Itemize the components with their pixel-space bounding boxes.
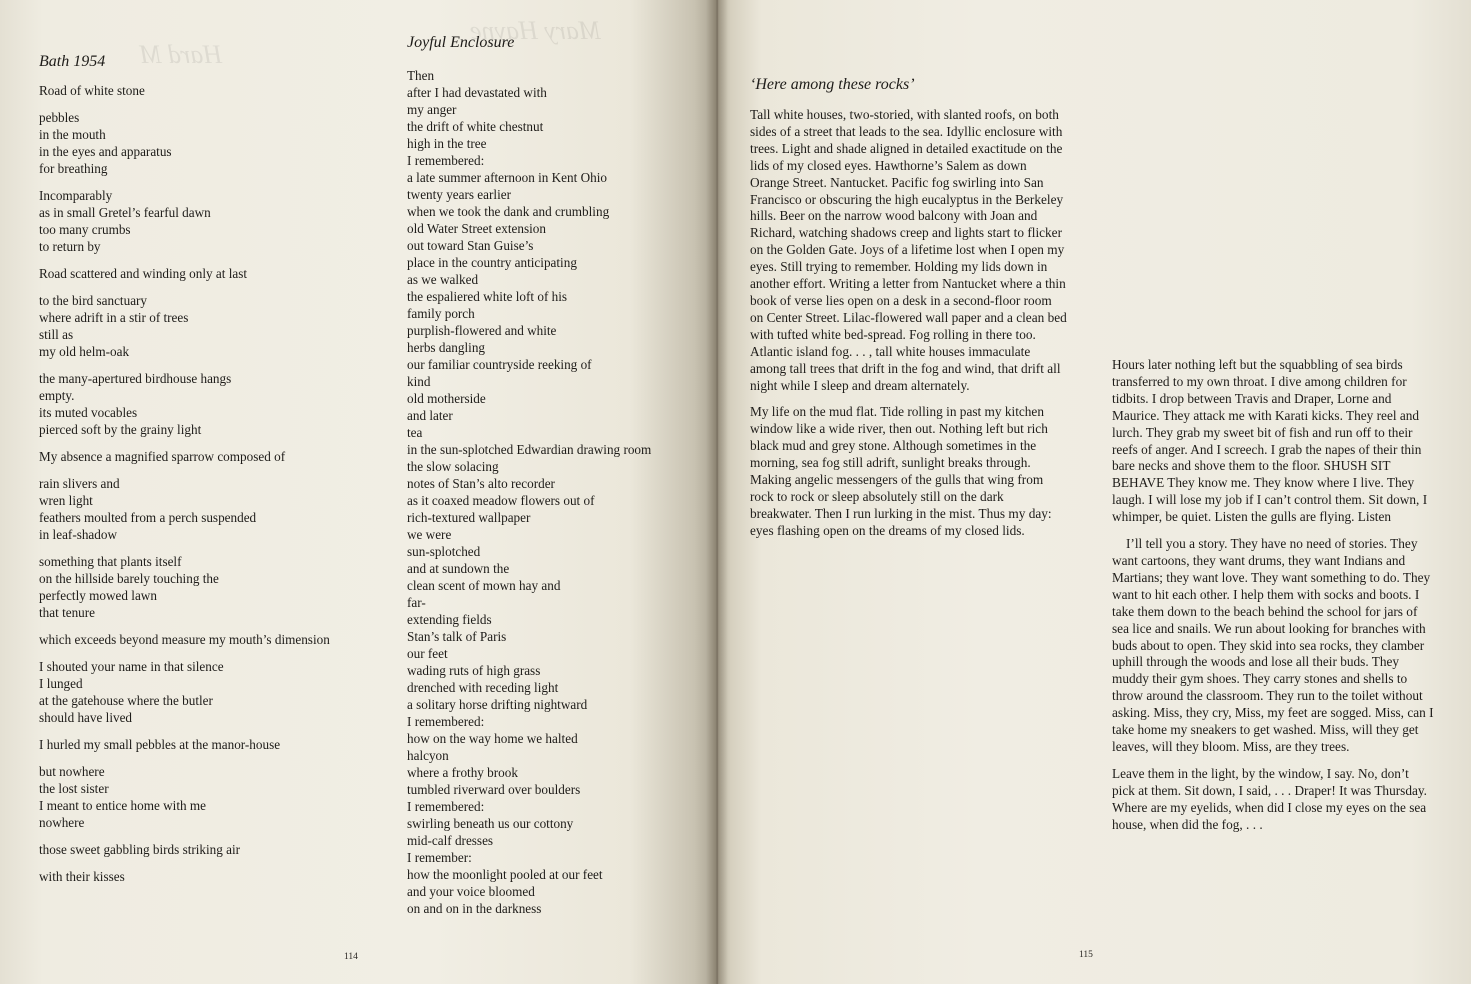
stanza bbox=[39, 553, 369, 621]
poem-line: for breathing bbox=[39, 161, 108, 176]
poem-line: the lost sister bbox=[39, 781, 109, 796]
poem-line: in leaf-shadow bbox=[39, 527, 117, 542]
poem-body bbox=[407, 67, 707, 917]
poem-line: in the mouth bbox=[39, 127, 106, 142]
poem-line: notes of Stan’s alto recorder bbox=[407, 476, 555, 491]
poem-line: I remembered: bbox=[407, 153, 485, 168]
poem-line: should have lived bbox=[39, 710, 133, 725]
poem-line: those sweet gabbling birds striking air bbox=[39, 842, 241, 857]
poem-line: Then bbox=[407, 68, 435, 83]
poem-line: to return by bbox=[39, 239, 101, 254]
section-title: ‘Here among these rocks’ bbox=[750, 76, 915, 93]
poem-line: kind bbox=[407, 374, 431, 389]
poem-line: the drift of white chestnut bbox=[407, 119, 544, 134]
stanza bbox=[39, 370, 369, 438]
poem-line: old motherside bbox=[407, 391, 486, 406]
poem-line: on the hillside barely touching the bbox=[39, 571, 219, 586]
stanza bbox=[39, 292, 369, 360]
poem-line: My absence a magnified sparrow composed of bbox=[39, 449, 286, 464]
poem-line: purplish-flowered and white bbox=[407, 323, 557, 338]
poem-line: nowhere bbox=[39, 815, 85, 830]
prose-body bbox=[750, 107, 1068, 540]
poem-line: wading ruts of high grass bbox=[407, 663, 541, 678]
stanza bbox=[39, 736, 369, 753]
poem-line: as in small Gretel’s fearful dawn bbox=[39, 205, 211, 220]
poem-line: empty. bbox=[39, 388, 75, 403]
poem-line: and your voice bloomed bbox=[407, 884, 535, 899]
prose-paragraph: Hours later nothing left but the squabbling of sea birds transferred to my own throat. I dive among children for tidbits. I drop between Travis and Draper, Lorne and Maurice. They attack me with Karati kicks. They reel and lurch. They grab my sweet bit of fish and run off to their reefs of anger. And I screech. I grab the napes of their thin bare necks and shove them to the floor. SHUSH SIT BEHAVE They know me. They know where I live. They laugh. I will lose my job if I can’t control them. Sit down, I whimper, be quiet. Listen the gulls are flying. Listen bbox=[1112, 357, 1428, 525]
poem-line: extending fields bbox=[407, 612, 492, 627]
poem-line: as it coaxed meadow flowers out of bbox=[407, 493, 595, 508]
poem-line: place in the country anticipating bbox=[407, 255, 577, 270]
poem-line: that tenure bbox=[39, 605, 96, 620]
poem-line: I remembered: bbox=[407, 799, 485, 814]
poem-title: Bath 1954 bbox=[39, 53, 106, 70]
poem-line: sun-splotched bbox=[407, 544, 481, 559]
poem-line: how on the way home we halted bbox=[407, 731, 578, 746]
poem-line: herbs dangling bbox=[407, 340, 486, 355]
poem-line: and at sundown the bbox=[407, 561, 510, 576]
poem-joyful-enclosure bbox=[407, 33, 707, 917]
stanza bbox=[39, 475, 369, 543]
poem-bath-1954 bbox=[39, 52, 369, 895]
prose-paragraph: Leave them in the light, by the window, I say. No, don’t pick at them. Sit down, I said, . . . Draper! It was Thursday. Where are my eyelids, when did I close my eyes on the sea house, when did the fog, . . . bbox=[1112, 765, 1427, 832]
poem-line: where a frothy brook bbox=[407, 765, 518, 780]
poem-line: our feet bbox=[407, 646, 448, 661]
poem-line: I shouted your name in that silence bbox=[39, 659, 224, 674]
poem-line: how the moonlight pooled at our feet bbox=[407, 867, 603, 882]
poem-line: I lunged bbox=[39, 676, 83, 691]
poem-line: the many-apertured birdhouse hangs bbox=[39, 371, 232, 386]
poem-line: swirling beneath us our cottony bbox=[407, 816, 574, 831]
poem-line: when we took the dank and crumbling bbox=[407, 204, 610, 219]
prose-column-2 bbox=[1112, 357, 1434, 843]
prose-paragraph: I’ll tell you a story. They have no need of stories. They want cartoons, they want drums, they want Indians and Martians; they want love. They want something to do. They want to hit each other. I help them with socks and boots. I take them down to the beach behind the school for jars of sea lice and snails. We run about looking for branches with buds about to open. They skid into sea rocks, they clamber uphill through the woods and lose all their buds. They muddy their gym shoes. They carry stones and shells to throw around the classroom. They run to the toilet without asking. Miss, they cry, Miss, my feet are sogged. Miss, can I take home my sneakers to get washed. Miss, will they get leaves, will they bloom. Miss, are they trees. bbox=[1112, 536, 1434, 754]
poem-line: Road of white stone bbox=[39, 83, 145, 98]
poem-line: wren light bbox=[39, 493, 93, 508]
poem-line: rich-textured wallpaper bbox=[407, 510, 531, 525]
poem-line: high in the tree bbox=[407, 136, 487, 151]
poem-line: family porch bbox=[407, 306, 475, 321]
poem-line: I meant to entice home with me bbox=[39, 798, 206, 813]
stanza bbox=[39, 763, 369, 831]
poem-line: my anger bbox=[407, 102, 457, 117]
poem-line: tea bbox=[407, 425, 423, 440]
poem-line: after I had devastated with bbox=[407, 85, 547, 100]
poem-line: in the eyes and apparatus bbox=[39, 144, 172, 159]
stanza bbox=[39, 82, 369, 99]
poem-line: tumbled riverward over boulders bbox=[407, 782, 581, 797]
poem-line: and later bbox=[407, 408, 453, 423]
poem-line: drenched with receding light bbox=[407, 680, 559, 695]
prose-paragraph: Tall white houses, two-storied, with slanted roofs, on both sides of a street that leads to the sea. Idyllic enclosure with trees. Light and shade aligned in detailed exactitude on the lids of my closed eyes. Hawthorne’s Salem as down Orange Street. Nantucket. Pacific fog swirling into San Francisco or obscuring the high eucalyptus in the Berkeley hills. Beer on the narrow wood balcony with Joan and Richard, watching shadows creep and lights start to flicker on the Golden Gate. Joys of a lifetime lost when I open my eyes. Still trying to remember. Holding my lids down in another effort. Writing a letter from Nantucket where a thin book of verse lies open on a desk in a second-floor room on Center Street. Lilac-flowered wall paper and a clean bed with tufted white bed-spread. Fog rolling in there too. Atlantic island fog. . . , tall white houses immaculate among tall trees that drift in the fog and wind, that drift all night while I sleep and dream alternately. bbox=[750, 107, 1067, 393]
poem-line: still as bbox=[39, 327, 74, 342]
prose-column-1 bbox=[750, 75, 1068, 550]
poem-line: a late summer afternoon in Kent Ohio bbox=[407, 170, 607, 185]
poem-line: too many crumbs bbox=[39, 222, 131, 237]
bleed-through-text: Hard M bbox=[140, 40, 223, 69]
stanza bbox=[39, 109, 369, 177]
poem-line: feathers moulted from a perch suspended bbox=[39, 510, 257, 525]
poem-line: I remembered: bbox=[407, 714, 485, 729]
poem-line: our familiar countryside reeking of bbox=[407, 357, 592, 372]
poem-line: rain slivers and bbox=[39, 476, 120, 491]
poem-line: a solitary horse drifting nightward bbox=[407, 697, 588, 712]
poem-line: pebbles bbox=[39, 110, 80, 125]
stanza bbox=[39, 265, 369, 282]
poem-line: Incomparably bbox=[39, 188, 113, 203]
poem-line: I hurled my small pebbles at the manor-house bbox=[39, 737, 281, 752]
poem-line: which exceeds beyond measure my mouth’s dimension bbox=[39, 632, 330, 647]
poem-line: far- bbox=[407, 595, 426, 610]
poem-line: but nowhere bbox=[39, 764, 105, 779]
poem-body bbox=[39, 82, 369, 885]
stanza bbox=[39, 868, 369, 885]
poem-line: clean scent of mown hay and bbox=[407, 578, 561, 593]
poem-title: Joyful Enclosure bbox=[407, 34, 515, 51]
poem-line: I remember: bbox=[407, 850, 472, 865]
stanza bbox=[39, 658, 369, 726]
poem-line: old Water Street extension bbox=[407, 221, 546, 236]
poem-line: at the gatehouse where the butler bbox=[39, 693, 213, 708]
stanza bbox=[39, 448, 369, 465]
stanza bbox=[39, 841, 369, 858]
poem-line: mid-calf dresses bbox=[407, 833, 494, 848]
book-gutter bbox=[706, 0, 728, 984]
poem-line: Stan’s talk of Paris bbox=[407, 629, 507, 644]
poem-line: halcyon bbox=[407, 748, 449, 763]
page-number: 114 bbox=[344, 952, 358, 962]
poem-line: my old helm-oak bbox=[39, 344, 130, 359]
poem-line: the slow solacing bbox=[407, 459, 499, 474]
poem-line: pierced soft by the grainy light bbox=[39, 422, 202, 437]
poem-line: on and on in the darkness bbox=[407, 901, 542, 916]
poem-line: Road scattered and winding only at last bbox=[39, 266, 248, 281]
poem-line: to the bird sanctuary bbox=[39, 293, 148, 308]
stanza bbox=[39, 631, 369, 648]
poem-line: twenty years earlier bbox=[407, 187, 511, 202]
bleed-through-text: Mary Hayne bbox=[470, 16, 601, 45]
poem-line: as we walked bbox=[407, 272, 479, 287]
poem-line: where adrift in a stir of trees bbox=[39, 310, 189, 325]
stanza bbox=[39, 187, 369, 255]
poem-line: the espaliered white loft of his bbox=[407, 289, 568, 304]
page-number: 115 bbox=[1079, 950, 1093, 960]
poem-line: in the sun-splotched Edwardian drawing room bbox=[407, 442, 652, 457]
left-page bbox=[0, 0, 716, 984]
poem-line: its muted vocables bbox=[39, 405, 138, 420]
poem-line: we were bbox=[407, 527, 452, 542]
poem-line: out toward Stan Guise’s bbox=[407, 238, 534, 253]
prose-paragraph: My life on the mud flat. Tide rolling in past my kitchen window like a wide river, then out. Nothing left but rich black mud and grey stone. Although sometimes in the morning, sea fog still adrift, sunlight breaks through. Making angelic messengers of the gulls that wing from rock to rock or sleep absolutely still on the dark breakwater. Then I run lurking in the mist. Thus my day: eyes flashing open on the dreams of my closed lids. bbox=[750, 404, 1052, 538]
poem-line: something that plants itself bbox=[39, 554, 182, 569]
poem-line: perfectly mowed lawn bbox=[39, 588, 157, 603]
poem-line: with their kisses bbox=[39, 869, 125, 884]
prose-body bbox=[1112, 357, 1434, 833]
